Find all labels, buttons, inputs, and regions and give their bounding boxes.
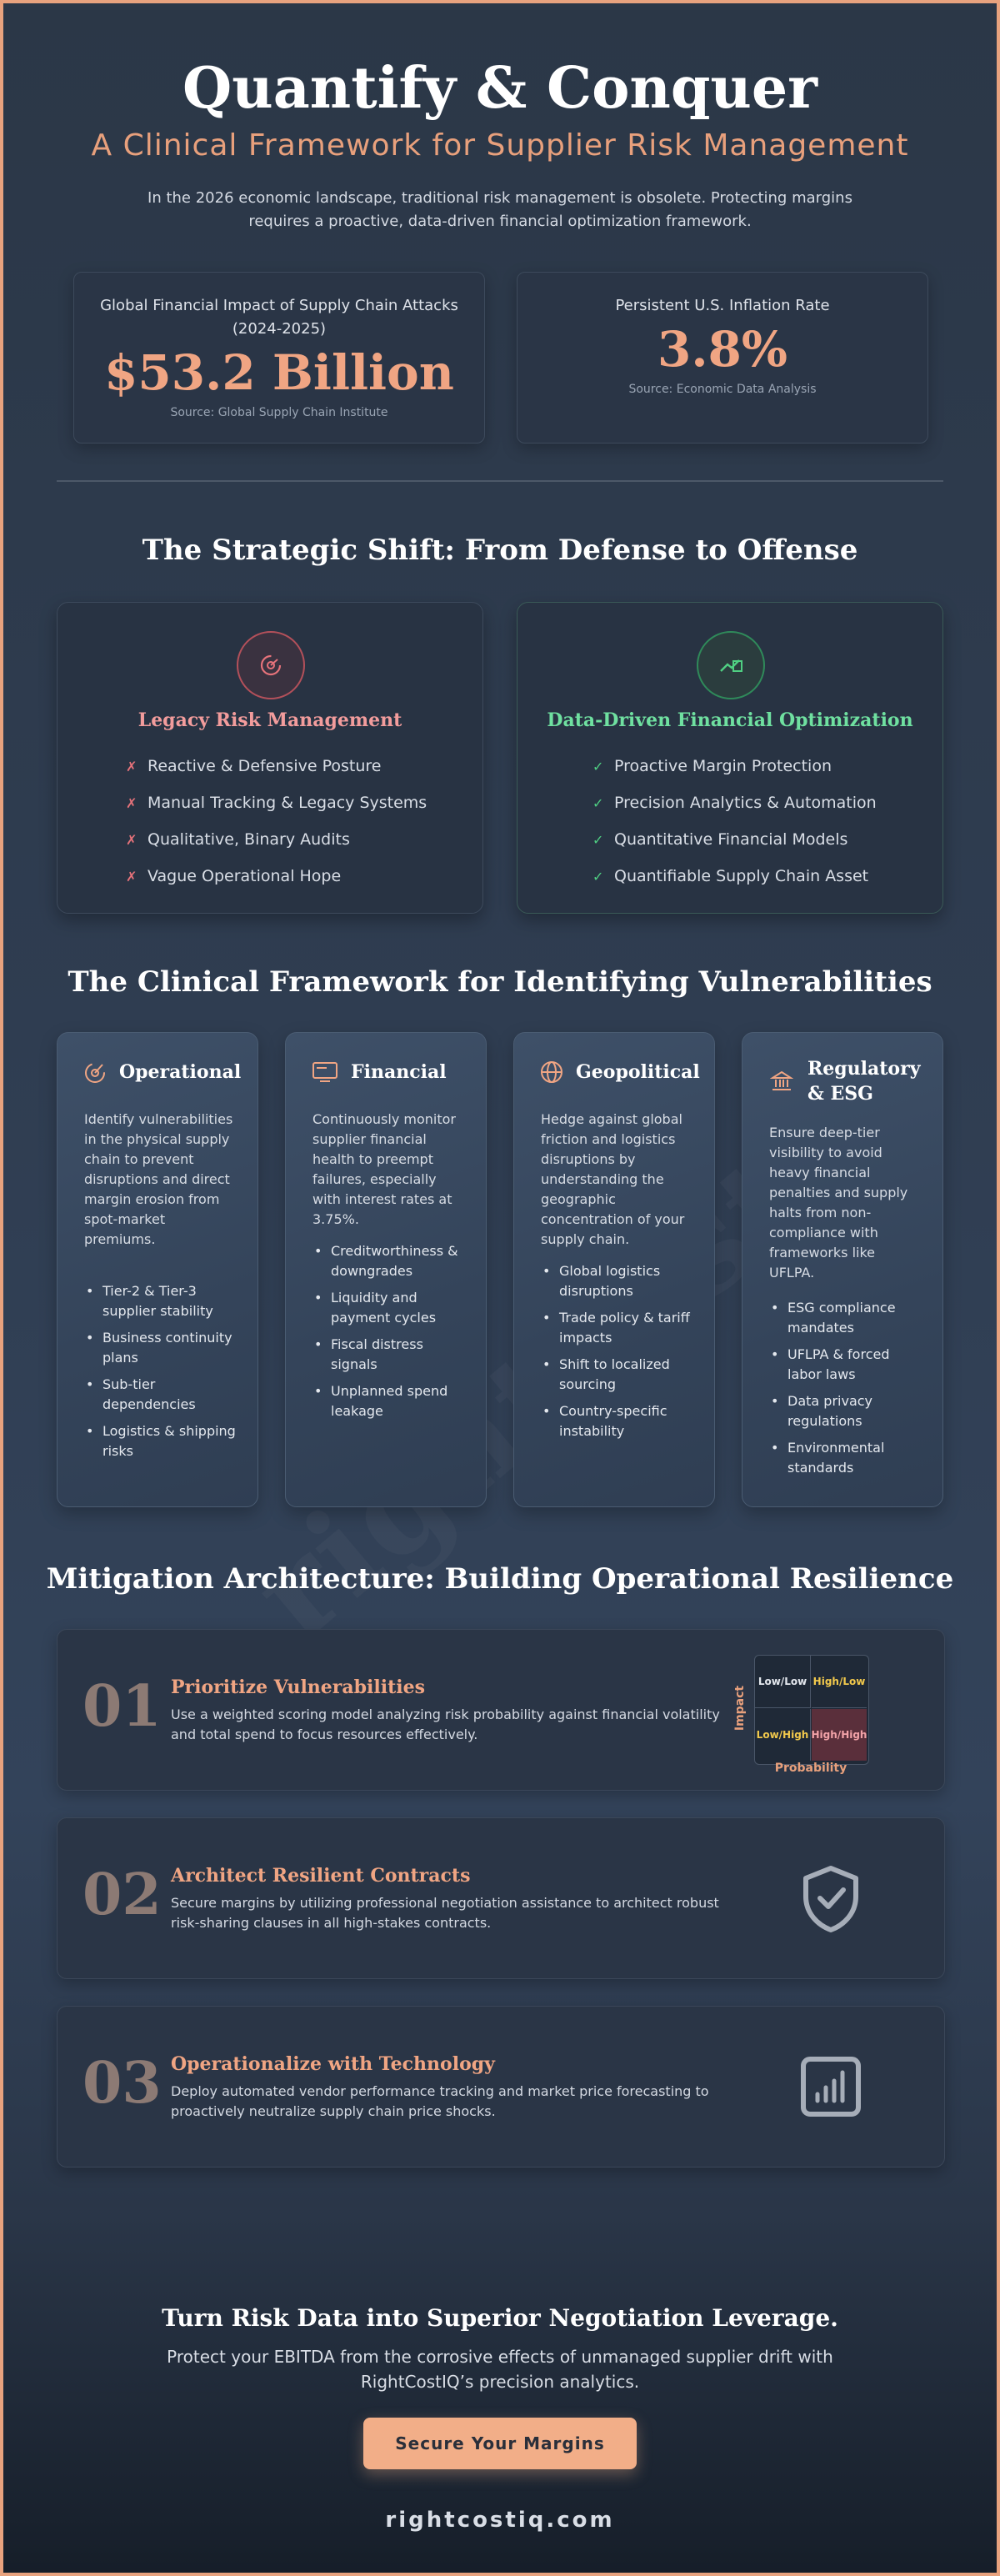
legacy-card — [57, 602, 483, 914]
list-item: • Trade policy & tariff impacts — [541, 1308, 696, 1348]
pillar-title: Operational — [119, 1061, 242, 1083]
legacy-list — [58, 748, 482, 895]
matrix-cell-high-low: High/Low — [812, 1656, 867, 1708]
risk-matrix — [754, 1655, 869, 1765]
pillar-description: Continuously monitor supplier financial health to preempt failures, especially with interest rates at 3.75%. — [312, 1111, 456, 1227]
pillar-geopolitical — [513, 1032, 715, 1507]
list-item: • Shift to localized sourcing — [541, 1355, 696, 1395]
matrix-cell-high-high: High/High — [812, 1709, 867, 1761]
intro-text: In the 2026 economic landscape, traditional risk management is obsolete. Protecting margins requires a proactive, data-driven financial optimization framework. — [148, 189, 852, 230]
step-number: 02 — [82, 1862, 162, 1928]
pillar-financial — [285, 1032, 487, 1507]
list-item: • Business continuity plans — [84, 1328, 239, 1368]
pillar-bullets — [769, 1298, 924, 1485]
section-title-framework: The Clinical Framework for Identifying Vulnerabilities — [68, 965, 932, 999]
legacy-title: Legacy Risk Management — [138, 709, 402, 731]
step-description: Use a weighted scoring model analyzing risk probability against financial volatility and total spend to focus resources effectively. — [171, 1706, 720, 1742]
check-icon: ✓ — [592, 868, 604, 885]
cta-text: Protect your EBITDA from the corrosive effects of unmanaged supplier drift with RightCostIQ’s precision analytics. — [167, 2347, 833, 2392]
list-item: • Environmental standards — [769, 1438, 924, 1478]
matrix-y-label: Impact — [733, 1685, 747, 1732]
modern-item: ✓ Quantitative Financial Models — [592, 830, 848, 849]
shield-check-icon — [792, 1860, 869, 1937]
secure-margins-button[interactable]: Secure Your Margins — [363, 2418, 637, 2469]
modern-item: ✓ Precision Analytics & Automation — [592, 794, 877, 812]
globe-icon — [539, 1058, 564, 1086]
cta-title: Turn Risk Data into Superior Negotiation Leverage. — [162, 2304, 838, 2332]
step-technology — [57, 2006, 945, 2168]
list-item: • ESG compliance mandates — [769, 1298, 924, 1338]
step-title: Architect Resilient Contracts — [171, 1865, 471, 1887]
pillar-bullets — [84, 1281, 239, 1468]
pillar-title: Regulatory & ESG — [808, 1058, 921, 1105]
cross-icon: ✗ — [126, 831, 138, 848]
step-number: 01 — [82, 1673, 162, 1740]
step-number: 03 — [82, 2050, 162, 2117]
step-contracts — [57, 1817, 945, 1979]
matrix-cell-low-high: Low/High — [755, 1709, 811, 1761]
check-icon: ✓ — [592, 794, 604, 811]
step-description: Deploy automated vendor performance tracking and market price forecasting to proactively neutralize supply chain price shocks. — [171, 2083, 709, 2119]
check-icon: ✓ — [592, 831, 604, 848]
step-prioritize — [57, 1629, 945, 1791]
monitor-icon — [311, 1058, 339, 1086]
matrix-x-label: Probability — [774, 1762, 848, 1775]
stat-card-inflation — [517, 272, 928, 444]
pillar-description: Ensure deep-tier visibility to avoid heavy financial penalties and supply halts from non-compliance with frameworks like UFLPA. — [769, 1125, 908, 1280]
cross-icon: ✗ — [126, 868, 138, 885]
modern-card — [517, 602, 943, 914]
list-item: • Fiscal distress signals — [312, 1335, 468, 1375]
pillar-title: Geopolitical — [576, 1061, 700, 1083]
site-url[interactable]: rightcostiq.com — [385, 2508, 615, 2533]
pillar-operational — [57, 1032, 258, 1507]
pillar-bullets — [541, 1261, 696, 1448]
modern-item: ✓ Proactive Margin Protection — [592, 757, 832, 775]
pillar-description: Hedge against global friction and logistics disruptions by understanding the geographic concentration of your supply chain. — [541, 1111, 685, 1247]
target-icon — [237, 631, 305, 699]
list-item: • UFLPA & forced labor laws — [769, 1345, 924, 1385]
cross-icon: ✗ — [126, 758, 138, 774]
step-description: Secure margins by utilizing professional negotiation assistance to architect robust risk-sharing clauses in all high-stakes contracts. — [171, 1895, 719, 1931]
list-item: • Logistics & shipping risks — [84, 1421, 239, 1461]
modern-list — [518, 748, 942, 895]
pillar-bullets — [312, 1241, 468, 1428]
list-item: • Tier-2 & Tier-3 supplier stability — [84, 1281, 239, 1321]
list-item: • Sub-tier dependencies — [84, 1375, 239, 1415]
trend-up-icon — [697, 631, 765, 699]
pillar-title: Financial — [351, 1061, 447, 1083]
modern-item: ✓ Quantifiable Supply Chain Asset — [592, 867, 869, 885]
radar-icon — [82, 1058, 108, 1086]
page-subtitle: A Clinical Framework for Supplier Risk Management — [91, 128, 909, 163]
list-item: • Unplanned spend leakage — [312, 1381, 468, 1421]
pillar-regulatory-esg — [742, 1032, 943, 1507]
legacy-item: ✗ Reactive & Defensive Posture — [126, 757, 382, 775]
stat-card-attack-impact — [73, 272, 485, 444]
stat-source: Source: Economic Data Analysis — [628, 383, 817, 396]
list-item: • Country-specific instability — [541, 1401, 696, 1441]
step-title: Operationalize with Technology — [171, 2053, 495, 2075]
stat-label: Persistent U.S. Inflation Rate — [615, 297, 830, 314]
list-item: • Data privacy regulations — [769, 1391, 924, 1431]
stat-value: $53.2 Billion — [104, 344, 454, 401]
check-icon: ✓ — [592, 758, 604, 774]
cross-icon: ✗ — [126, 794, 138, 811]
legacy-item: ✗ Vague Operational Hope — [126, 867, 342, 885]
stat-value: 3.8% — [657, 321, 788, 378]
page-title: Quantify & Conquer — [182, 55, 818, 122]
section-divider — [57, 480, 943, 482]
step-title: Prioritize Vulnerabilities — [171, 1676, 425, 1698]
modern-title: Data-Driven Financial Optimization — [547, 709, 913, 731]
stat-label: Global Financial Impact of Supply Chain Attacks (2024-2025) — [100, 297, 458, 338]
stat-source: Source: Global Supply Chain Institute — [170, 406, 388, 419]
pillar-description: Identify vulnerabilities in the physical supply chain to prevent disruptions and direct margin erosion from spot-market premiums. — [84, 1111, 233, 1247]
legacy-item: ✗ Manual Tracking & Legacy Systems — [126, 794, 428, 812]
institution-icon — [768, 1067, 796, 1095]
section-title-mitigation: Mitigation Architecture: Building Operational Resilience — [46, 1562, 954, 1596]
matrix-cell-low-low: Low/Low — [755, 1656, 811, 1708]
list-item: • Liquidity and payment cycles — [312, 1288, 468, 1328]
list-item: • Creditworthiness & downgrades — [312, 1241, 468, 1281]
section-title-strategic-shift: The Strategic Shift: From Defense to Offense — [142, 534, 858, 567]
bar-chart-icon — [792, 2048, 869, 2125]
legacy-item: ✗ Qualitative, Binary Audits — [126, 830, 350, 849]
list-item: • Global logistics disruptions — [541, 1261, 696, 1301]
